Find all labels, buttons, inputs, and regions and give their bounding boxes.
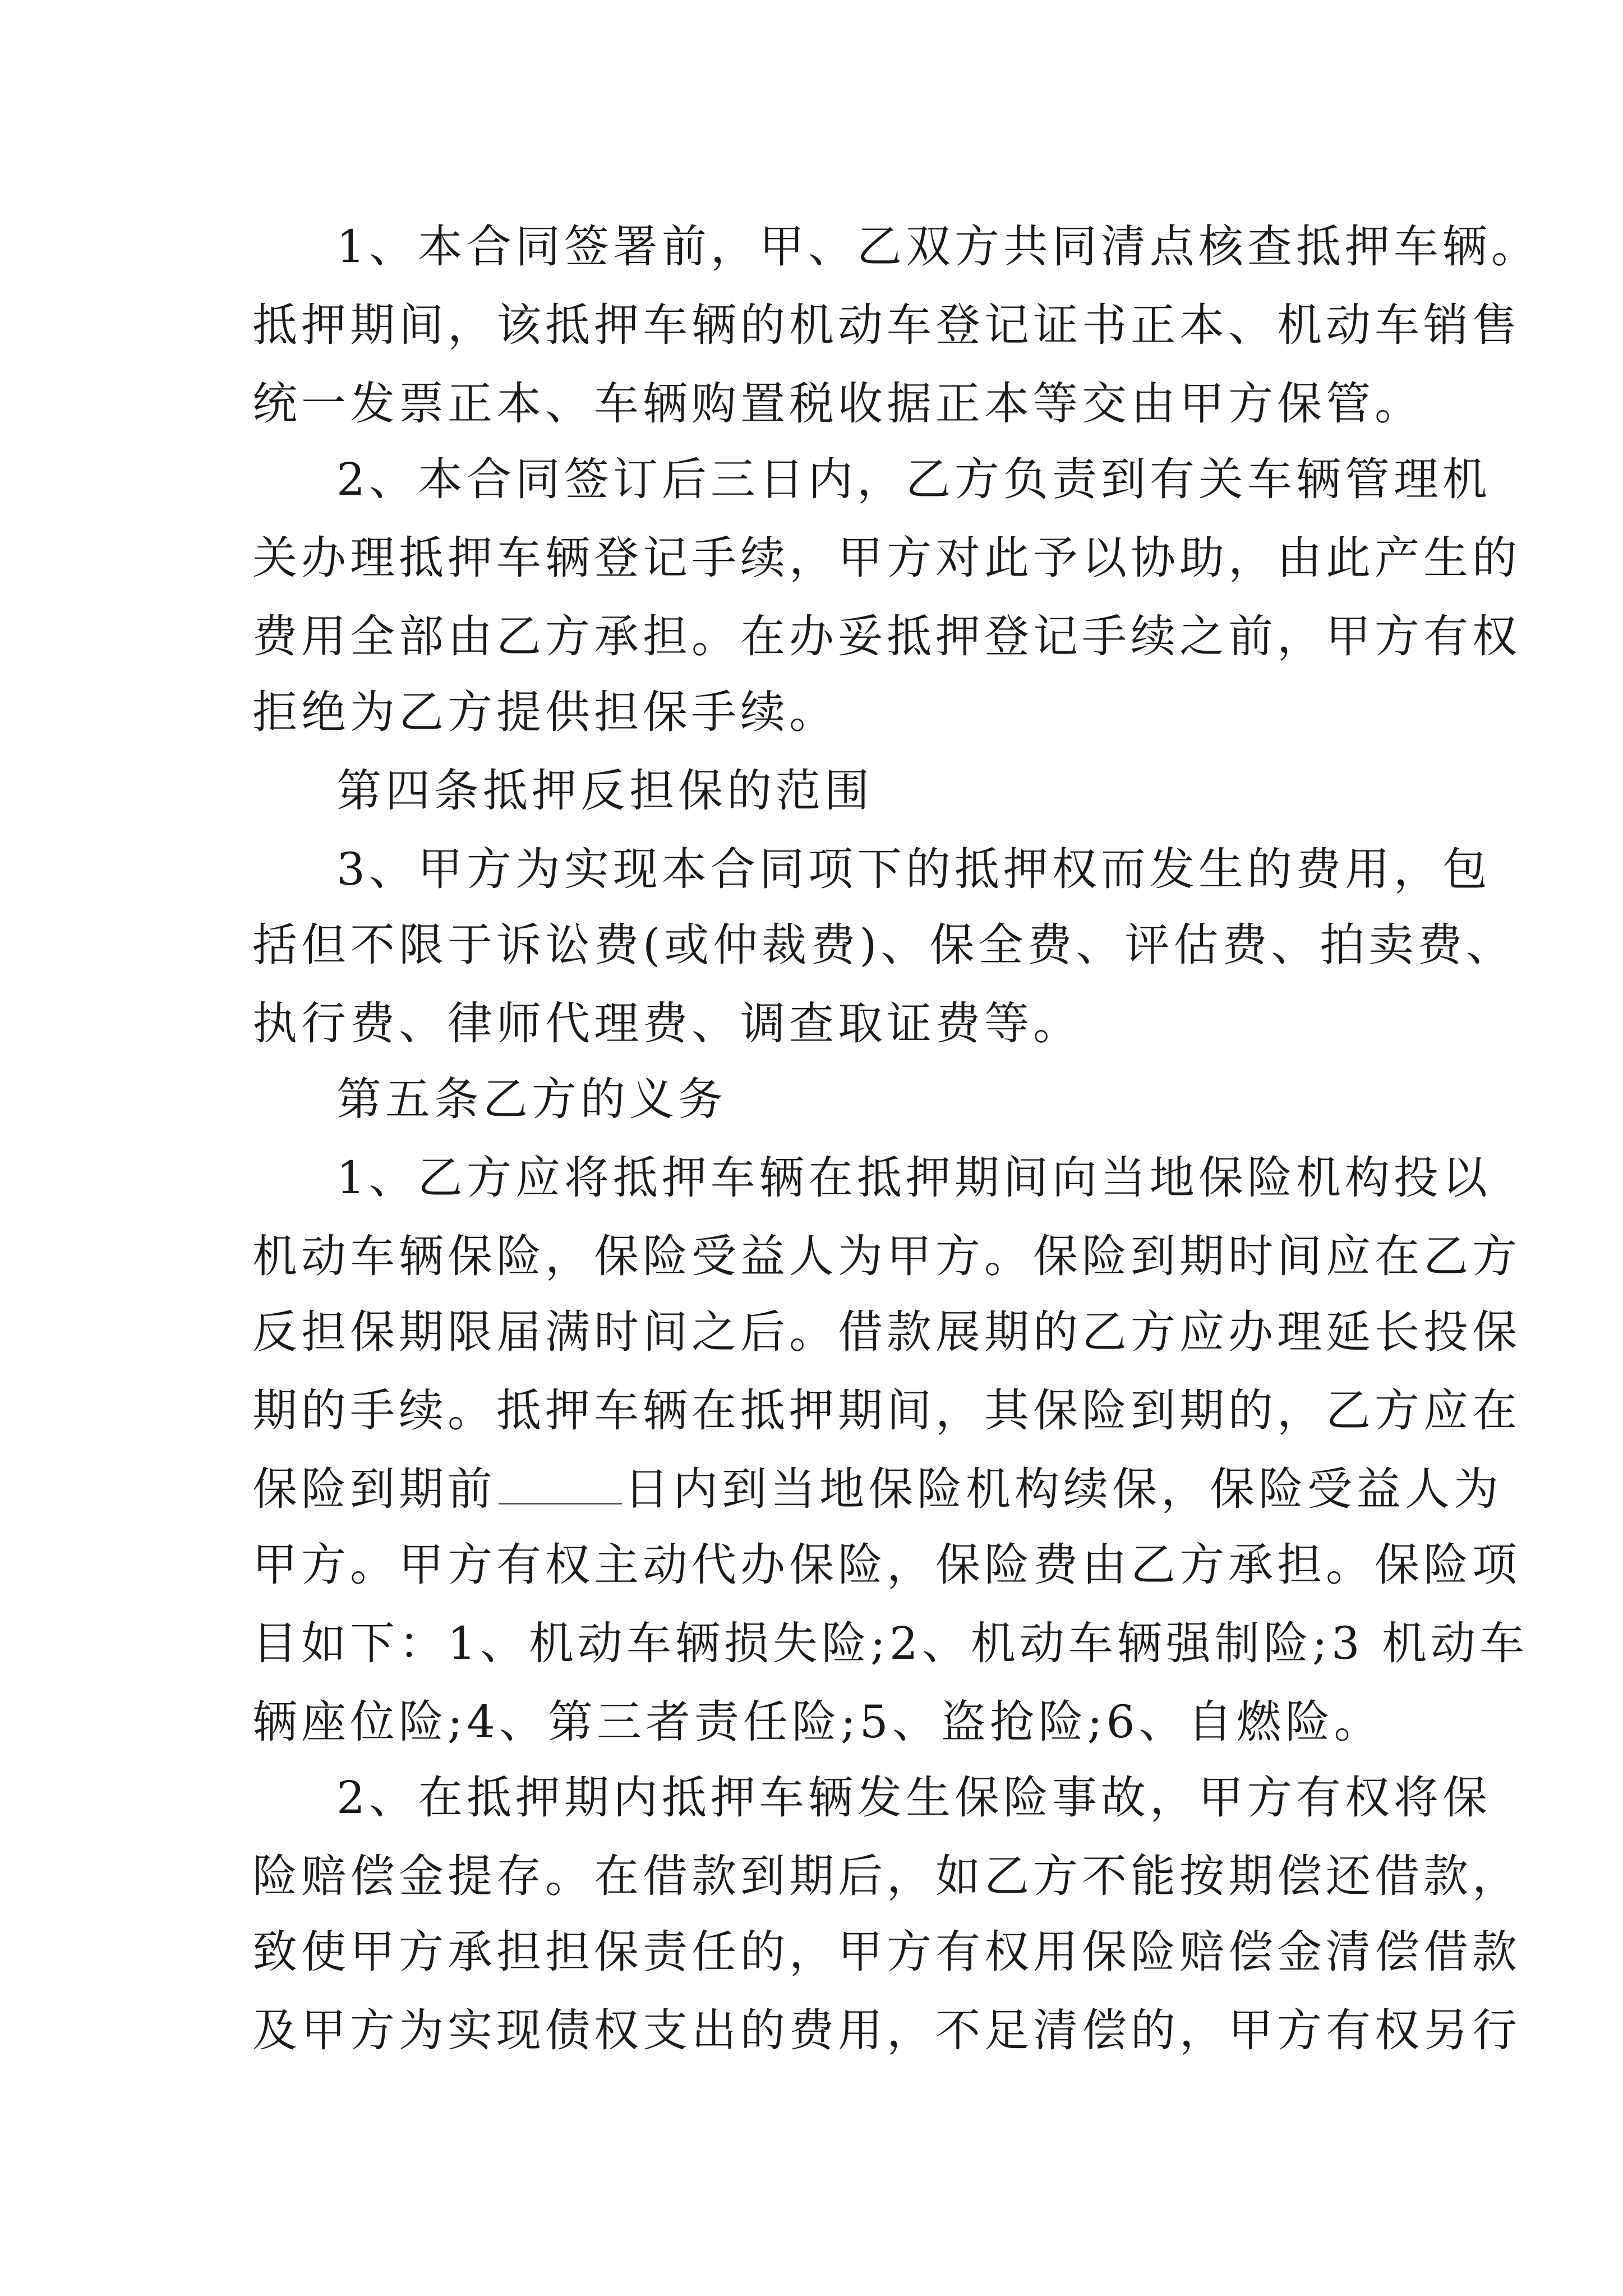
para4-line5-after: 日内到当地保险机构续保，保险受益人为 xyxy=(624,1463,1502,1515)
section-heading-4: 第四条抵押反担保的范围 xyxy=(336,765,873,817)
para5-line2: 险赔偿金提存。在借款到期后，如乙方不能按期偿还借款， xyxy=(252,1850,1521,1902)
para4-line3: 反担保期限届满时间之后。借款展期的乙方应办理延长投保 xyxy=(252,1306,1521,1358)
para1-line1: 1、本合同签署前，甲、乙双方共同清点核查抵押车辆。 xyxy=(336,220,1540,273)
para5-line1: 2、在抵押期内抵押车辆发生保险事故，甲方有权将保 xyxy=(336,1772,1491,1824)
para4-line8: 辆座位险;4、第三者责任险;5、盗抢险;6、自燃险。 xyxy=(252,1696,1383,1748)
para3-line2: 括但不限于诉讼费(或仲裁费)、保全费、评估费、拍卖费、 xyxy=(252,919,1515,971)
para2-line2: 关办理抵押车辆登记手续，甲方对此予以协助，由此产生的 xyxy=(252,532,1521,584)
para4-line5-before: 保险到期前 xyxy=(252,1463,496,1515)
para4-line2: 机动车辆保险，保险受益人为甲方。保险到期时间应在乙方 xyxy=(252,1230,1521,1282)
section-heading-5: 第五条乙方的义务 xyxy=(336,1073,727,1125)
para4-line7: 目如下：1、机动车辆损失险;2、机动车辆强制险;3 机动车 xyxy=(252,1617,1529,1669)
para5-line4: 及甲方为实现债权支出的费用，不足清偿的，甲方有权另行 xyxy=(252,2004,1521,2056)
para5-line3: 致使甲方承担担保责任的，甲方有权用保险赔偿金清偿借款 xyxy=(252,1926,1521,1978)
para1-line3: 统一发票正本、车辆购置税收据正本等交由甲方保管。 xyxy=(252,378,1423,430)
fill-in-blank xyxy=(499,1464,622,1504)
para3-line1: 3、甲方为实现本合同项下的抵押权而发生的费用，包 xyxy=(336,843,1491,895)
para2-line3: 费用全部由乙方承担。在办妥抵押登记手续之前，甲方有权 xyxy=(252,610,1521,662)
para4-line6: 甲方。甲方有权主动代办保险，保险费由乙方承担。保险项 xyxy=(252,1539,1521,1591)
para4-line1: 1、乙方应将抵押车辆在抵押期间向当地保险机构投以 xyxy=(336,1152,1491,1204)
para4-line4: 期的手续。抵押车辆在抵押期间，其保险到期的，乙方应在 xyxy=(252,1384,1521,1437)
para2-line4: 拒绝为乙方提供担保手续。 xyxy=(252,686,838,738)
para2-line1: 2、本合同签订后三日内，乙方负责到有关车辆管理机 xyxy=(336,453,1491,505)
para3-line3: 执行费、律师代理费、调查取证费等。 xyxy=(252,997,1082,1050)
para1-line2: 抵押期间，该抵押车辆的机动车登记证书正本、机动车销售 xyxy=(252,299,1521,351)
para4-line5 xyxy=(252,1461,1502,1517)
